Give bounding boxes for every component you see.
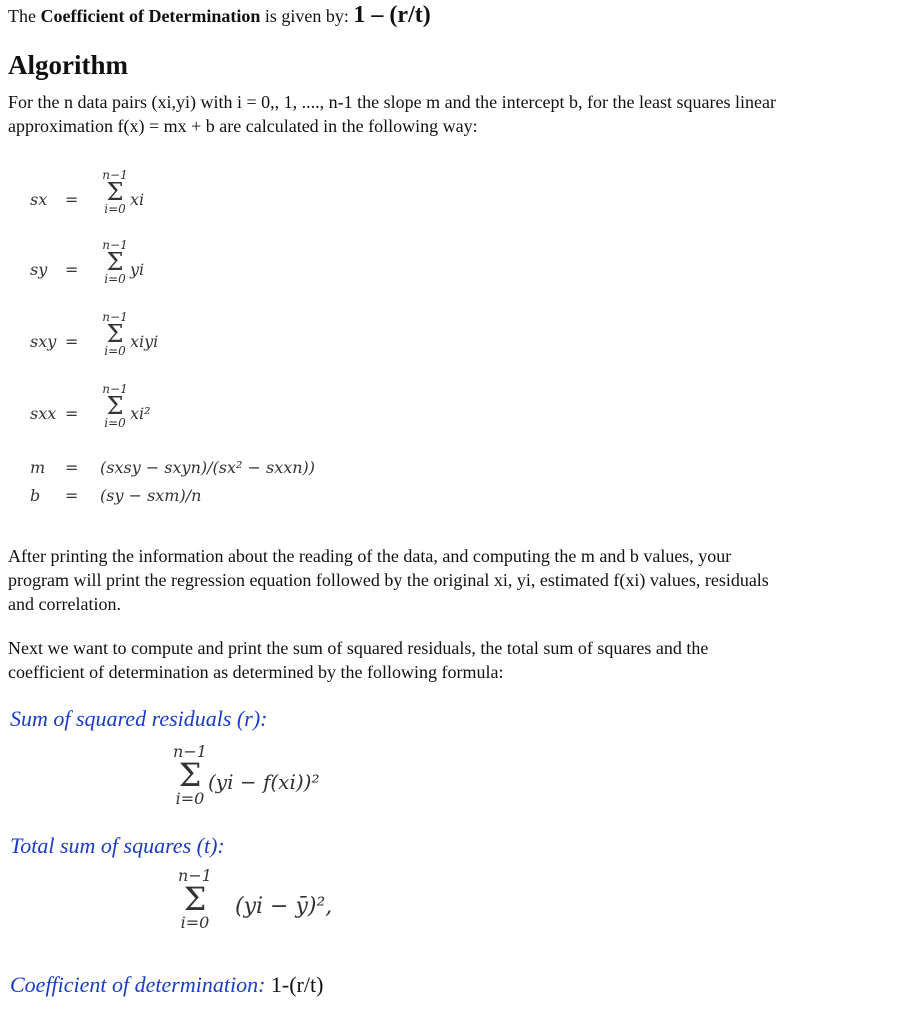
equals-sign: =: [65, 260, 79, 279]
sigma-block: [100, 168, 130, 216]
sigma-symbol: Σ: [183, 880, 207, 918]
sum-lower: i=0: [104, 344, 126, 358]
equation-sx: [0, 168, 300, 238]
tss-label: Total sum of squares (t):: [10, 833, 225, 858]
cod-label: Coefficient of determination:: [10, 972, 266, 997]
sigma-symbol: Σ: [106, 392, 124, 420]
equation-sy: [0, 238, 300, 308]
equals-sign: =: [65, 486, 79, 505]
sigma-block: [100, 310, 130, 358]
sum-upper: n−1: [102, 382, 128, 396]
equals-sign: =: [65, 190, 79, 209]
intro-suffix: is given by:: [260, 6, 354, 26]
sigma-symbol: Σ: [106, 320, 124, 348]
section-heading: Algorithm: [8, 50, 128, 80]
sigma-symbol: Σ: [178, 756, 202, 794]
sum-term: yi: [130, 260, 145, 279]
equation-rhs: (sxsy − sxyn)/(sx² − sxxn)): [100, 458, 316, 477]
equation-lhs: sxx: [30, 404, 57, 423]
tss-term: (yi − ȳ)²,: [235, 894, 333, 919]
sum-lower: i=0: [104, 272, 126, 286]
equation-sxy: [0, 310, 300, 380]
paragraph-2-line-2: program will print the regression equation followed by the original xi, yi, estimated f(xi) values, residuals: [8, 570, 769, 590]
sigma-block: [175, 866, 215, 932]
equals-sign: =: [65, 332, 79, 351]
paragraph-1-line-2: approximation f(x) = mx + b are calculated in the following way:: [8, 116, 478, 136]
sigma-block: [100, 382, 130, 430]
equation-b: [0, 486, 400, 510]
equals-sign: =: [65, 404, 79, 423]
sum-lower: i=0: [104, 416, 126, 430]
cod-value: 1-(r/t): [265, 972, 324, 997]
intro-bold: Coefficient of Determination: [40, 6, 261, 26]
sum-upper: n−1: [102, 238, 128, 252]
equation-lhs: b: [30, 486, 41, 505]
equation-lhs: m: [30, 458, 46, 477]
ssr-term: (yi − f(xi))²: [208, 770, 320, 794]
equation-lhs: sy: [30, 260, 48, 279]
sigma-symbol: Σ: [106, 178, 124, 206]
equation-m: [0, 458, 400, 482]
sum-upper: n−1: [178, 866, 212, 885]
paragraph-1: [8, 90, 888, 138]
equation-rhs: (sy − sxm)/n: [100, 486, 202, 505]
paragraph-1-line-1: For the n data pairs (xi,yi) with i = 0,, 1, ...., n-1 the slope m and the intercept b, for the least squares linear: [8, 92, 776, 112]
sum-upper: n−1: [173, 742, 207, 761]
sum-term: xiyi: [130, 332, 159, 351]
sum-upper: n−1: [102, 168, 128, 182]
intro-formula: 1 – (r/t): [353, 2, 431, 28]
intro-prefix: The: [8, 6, 41, 26]
equation-lhs: sx: [30, 190, 48, 209]
sum-lower: i=0: [175, 789, 205, 808]
ssr-label: Sum of squared residuals (r):: [10, 706, 268, 731]
sum-term: xi: [130, 190, 145, 209]
sigma-block: [170, 742, 210, 808]
cod-line: [10, 972, 323, 998]
equals-sign: =: [65, 458, 79, 477]
equation-lhs: sxy: [30, 332, 57, 351]
paragraph-2-line-1: After printing the information about the reading of the data, and computing the m and b values, your: [8, 546, 732, 566]
paragraph-2: [8, 544, 888, 616]
equation-sxx: [0, 382, 300, 452]
tss-formula: [175, 866, 475, 950]
ssr-formula: [170, 742, 470, 826]
sum-term: xi²: [130, 404, 151, 423]
paragraph-3-line-1: Next we want to compute and print the sum of squared residuals, the total sum of squares and the: [8, 638, 709, 658]
intro-line: [8, 2, 431, 29]
sum-upper: n−1: [102, 310, 128, 324]
paragraph-3-line-2: coefficient of determination as determined by the following formula:: [8, 662, 504, 682]
sigma-symbol: Σ: [106, 248, 124, 276]
sum-lower: i=0: [104, 202, 126, 216]
sum-lower: i=0: [180, 913, 210, 932]
paragraph-3: [8, 636, 888, 684]
paragraph-2-line-3: and correlation.: [8, 594, 121, 614]
sigma-block: [100, 238, 130, 286]
